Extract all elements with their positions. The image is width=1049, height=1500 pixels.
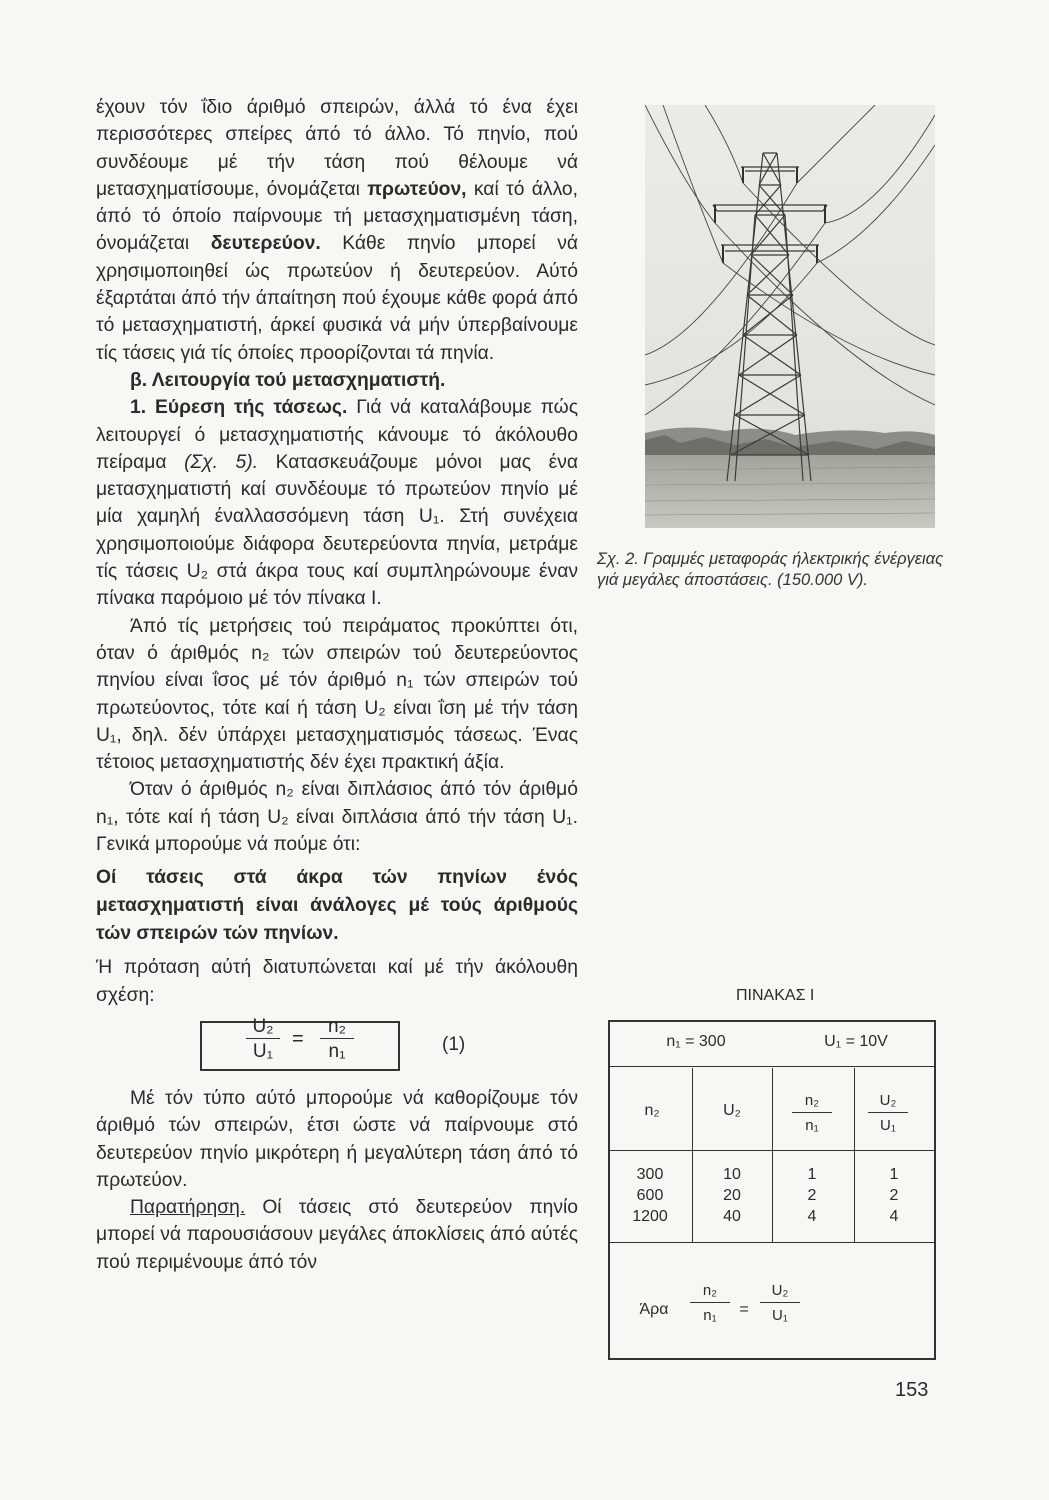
table-cell: 2 [807,1187,817,1204]
paragraph: Μέ τόν τύπο αύτό μπορούμε νά καθορίζουμε τόν άριθμό τών σπειρών, έτσι ώστε νά παίρνουμε στό δευτερεύον πηνίο μικρότερη ή μεγαλύτερη τάση άπό τό πρωτεύον. [96,1087,578,1191]
table-col-ratio-n: n₂ n₁ [792,1092,832,1134]
table-cell: 4 [889,1208,899,1225]
table-col-ratio-u: U₂ U₁ [868,1092,908,1134]
formula-rhs: $\frac{\text{n₂}}{\text{n₁}}$ [320,1017,354,1061]
table-cell: 300 [636,1166,664,1183]
table-cell: 1200 [632,1208,668,1225]
data-table [608,1020,936,1360]
highlighted-rule: Οί τάσεις στά άκρα τών πηνίων ένός μετασχηματιστή είναι άνάλογες μέ τούς άριθμούς τών σπειρών τών πηνίων. [96,867,578,945]
table-conclusion-ratio-u: U₂ U₁ [760,1282,800,1324]
table-cell: 4 [807,1208,817,1225]
table-cell: 600 [636,1187,664,1204]
table-values-ratio-n [772,1164,852,1227]
term-primary: πρωτεύον, [367,178,467,200]
paragraph: Ή πρόταση αύτή διατυπώνεται καί μέ τήν άκόλουθη σχέση: [96,957,578,1006]
table-cell: 1 [889,1166,899,1183]
paragraph: Παρατήρηση. Οί τάσεις στό δευτερεύον πηνίο μπορεί νά παρουσιάσουν μεγάλες άποκλίσεις άπό αύτές πού περιμένουμε άπό τόν [96,1197,579,1273]
table-values-n2 [610,1164,690,1227]
term-secondary: δευτερεύον. [210,233,321,255]
table-conclusion-equals: = [739,1301,749,1318]
table-values-u2 [692,1164,772,1227]
table-col-n2: n₂ [644,1102,660,1119]
section-heading: β. Λειτουργία τού μετασχηματιστή. [130,369,446,391]
power-line-photo [645,105,935,528]
text-column [96,94,578,1276]
paragraph: 1. Εύρεση τής τάσεως. Γιά νά καταλάβουμε πώς λειτουργεί ό μετασχηματιστής κάνουμε τό άκόλουθο πείραμα (Σχ. 5). Κατασκευάζουμε μόνοι μας ένα μετασχηματιστή καί συνδέουμε τό πρωτεύον πηνίο μέ μία χαμηλή έναλλασσόμενη τάση U₁. Στή συνέχεια χρησιμοποιούμε διάφορα δευτερεύοντα πηνία, μετράμε τίς τάσεις U₂ στά άκρα τους καί συμπληρώνουμε έναν πίνακα παρόμοιο μέ τόν πίνακα Ι. [96,397,579,610]
table-cell: 2 [889,1187,899,1204]
formula-number: (1) [442,1033,466,1055]
paragraph: έχουν τόν ΐδιο άριθμό σπειρών, άλλά τό ένα έχει περισσότερες σπείρες άπό τό άλλο. Τό πηνίο, πού συνδέουμε μέ τήν τάση πού θέλουμε νά μετασχηματίσουμε, όνομάζεται πρωτεύον, καί τό άλλο, άπό τό όποίο παίρνουμε τή μετασχηματισμένη τάση, όνομάζεται δευτερεύον. Κάθε πηνίο μπορεί νά χρησιμοποιηθεί ώς πρωτεύον ή δευτερεύον. Αύτό έξαρτάται άπό τήν άπαίτηση πού έχουμε κάθε φορά άπό τό μετασχηματιστή, άρκεί φυσικά νά μήν ύπερβαίνουμε τίς τάσεις γιά τίς όποίες προορίζονται τά πηνία. [96,97,579,364]
table-header-n1: n₁ = 300 [666,1033,726,1050]
figure-caption: Σχ. 2. Γραμμές μεταφοράς ήλεκτρικής ένέργειας γιά μεγάλες άποστάσεις. (150.000 V). [597,550,944,589]
transmission-tower-image [645,105,935,528]
table-cell: 1 [807,1166,817,1183]
table-values-ratio-u [854,1164,934,1227]
paragraph: Όταν ό άριθμός n₂ είναι διπλάσιος άπό τόν άριθμό n₁, τότε καί ή τάση U₂ είναι διπλάσια άπό τήν τάση U₁. Γενικά μπορούμε νά πούμε ότι: [96,779,578,856]
table-title: ΠΙΝΑΚΑΣ Ι [736,987,815,1004]
table-col-u2: U₂ [723,1102,741,1119]
table-cell: 40 [723,1208,741,1225]
formula [96,1013,578,1079]
formula-equals: = [292,1027,304,1050]
paragraph: Άπό τίς μετρήσεις τού πειράματος προκύπτει ότι, όταν ό άριθμός n₂ τών σπειρών τού δευτερεύοντος πηνίου είναι ΐσος μέ τόν άριθμό n₁ τών σπειρών τού πρωτεύοντος, τότε καί ή τάση U₂ είναι ΐση μέ τήν τάση U₁, δηλ. δέν ύπάρχει μετασχηματισμός τάσεως. Ένας τέτοιος μετασχηματιστής δέν έχει πρακτική άξία. [96,615,578,774]
table-cell: 10 [723,1166,741,1183]
table-cell: 20 [723,1187,741,1204]
table-rule [610,1242,934,1243]
subsection-heading: 1. Εύρεση τής τάσεως. [130,397,348,419]
formula-lhs: $\frac{\text{U₂}}{\text{U₁}}$ [246,1017,280,1061]
table-rule [610,1066,934,1067]
table-header-u1: U₁ = 10V [824,1033,888,1050]
table-conclusion-word: Άρα [639,1301,669,1318]
page-number: 153 [895,1379,929,1401]
table-conclusion-ratio-n: n₂ n₁ [690,1282,730,1324]
note-label: Παρατήρηση. [130,1197,246,1219]
figure-reference: (Σχ. 5). [184,451,259,473]
